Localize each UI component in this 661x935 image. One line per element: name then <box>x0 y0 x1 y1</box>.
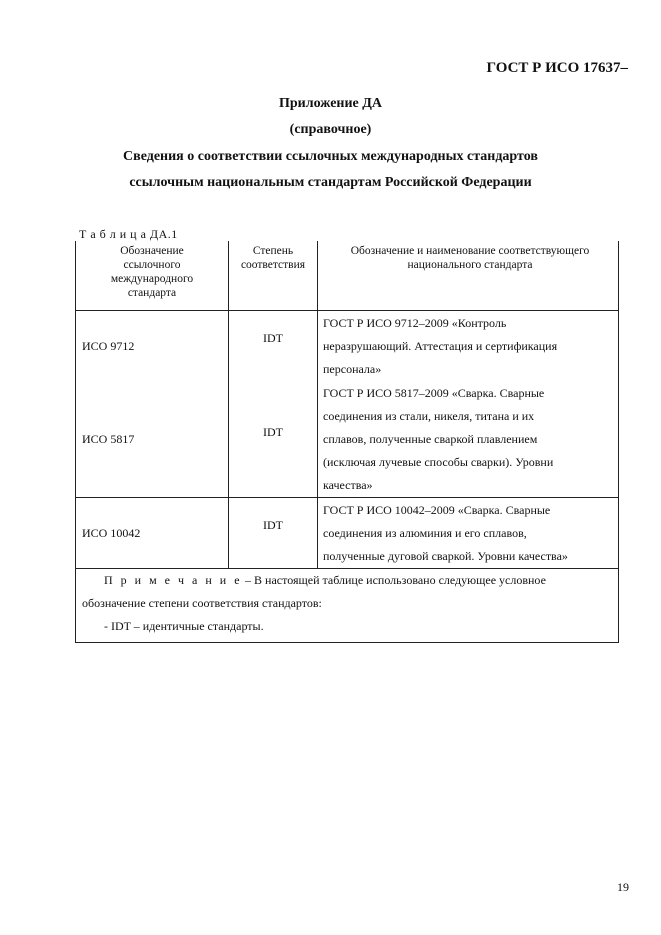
national-line: полученные дуговой сваркой. Уровни качества» <box>323 549 568 563</box>
header-intl-standard: Обозначение ссылочного международного стандарта <box>76 241 229 311</box>
note-text-1: – В настоящей таблице использовано следующее условное <box>242 573 546 587</box>
note-text-2: обозначение степени соответствия стандартов: <box>82 596 322 610</box>
degree-cell: IDT <box>229 498 318 569</box>
note-list-item: - IDT – идентичные стандарты. <box>104 619 264 633</box>
table-row <box>76 498 619 569</box>
national-line: (исключая лучевые способы сварки). Уровни <box>323 455 554 469</box>
note-line-1 <box>82 569 612 592</box>
national-line: ГОСТ Р ИСО 9712–2009 «Контроль <box>323 316 507 330</box>
national-line: неразрушающий. Аттестация и сертификация <box>323 339 558 353</box>
annex-title: Приложение ДА <box>278 96 383 111</box>
annex-heading-line2: ссылочным национальным стандартам Российской Федерации <box>129 175 532 190</box>
table-row <box>76 381 619 498</box>
national-line: ГОСТ Р ИСО 5817–2009 «Сварка. Сварные <box>323 386 545 400</box>
table-note-row <box>76 569 619 643</box>
intl-standard-cell: ИСО 5817 <box>76 381 229 498</box>
annex-kind: (справочное) <box>289 122 372 137</box>
intl-standard-cell: ИСО 9712 <box>76 311 229 382</box>
intl-standard-cell: ИСО 10042 <box>76 498 229 569</box>
national-line: качества» <box>323 478 373 492</box>
header-degree: Степень соответствия <box>229 241 318 311</box>
table-note <box>76 569 619 643</box>
national-standard-cell <box>318 311 619 382</box>
national-standard-cell <box>318 498 619 569</box>
degree-cell: IDT <box>229 311 318 382</box>
header-national-standard: Обозначение и наименование соответствующего национального стандарта <box>318 241 619 311</box>
national-line: персонала» <box>323 362 382 376</box>
national-line: соединения из стали, никеля, титана и их <box>323 409 535 423</box>
national-standard-cell <box>318 381 619 498</box>
note-label: П р и м е ч а н и е <box>104 573 243 587</box>
national-line: ГОСТ Р ИСО 10042–2009 «Сварка. Сварные <box>323 503 551 517</box>
correspondence-table <box>75 241 619 643</box>
annex-heading-line1: Сведения о соответствии ссылочных международных стандартов <box>123 149 538 164</box>
document-id: ГОСТ Р ИСО 17637– <box>486 60 628 76</box>
page-number: 19 <box>617 880 629 894</box>
degree-cell: IDT <box>229 381 318 498</box>
table-header-row <box>76 241 619 311</box>
table-row <box>76 311 619 382</box>
national-line: соединения из алюминия и его сплавов, <box>323 526 527 540</box>
national-line: сплавов, полученные сваркой плавлением <box>323 432 538 446</box>
table-label: Т а б л и ц а ДА.1 <box>79 227 178 241</box>
